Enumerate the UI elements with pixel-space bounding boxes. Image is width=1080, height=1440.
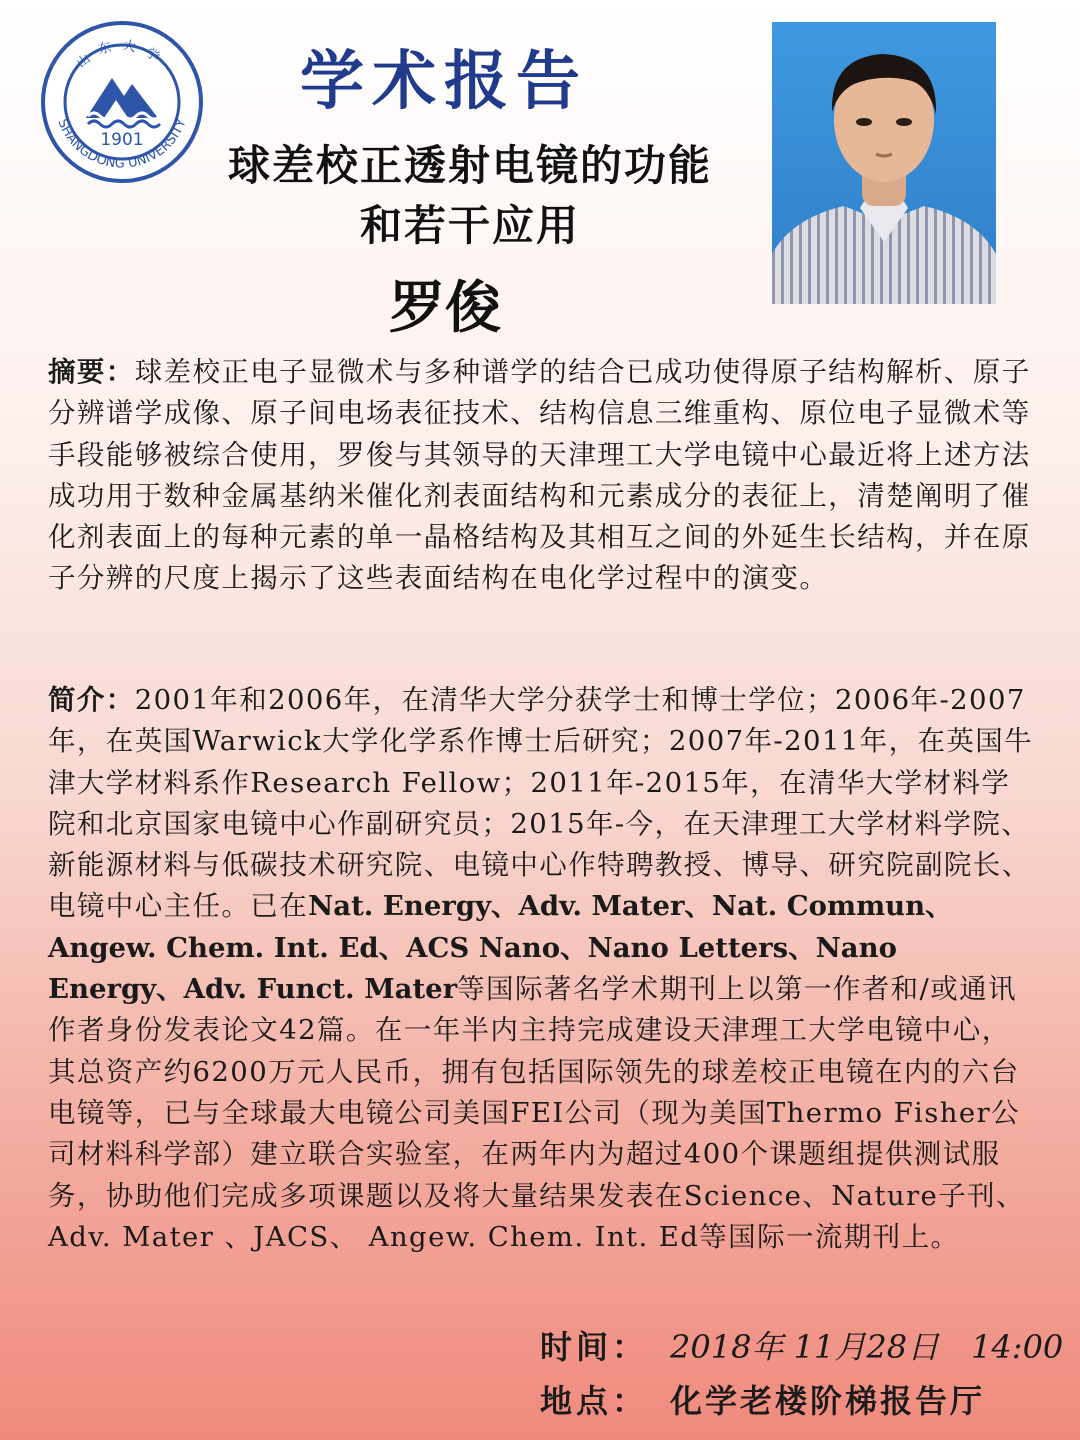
talk-title-line-1: 球差校正透射电镜的功能 bbox=[227, 141, 712, 190]
abstract-section bbox=[48, 352, 1038, 600]
bio-text-part2: 等国际著名学术期刊上以第一作者和/或通讯作者身份发表论文42篇。在一年半内主持完成建设天津理工大学电镜中心，其总资产约6200万元人民币，拥有包括国际领先的球差校正电镜在内的六台电镜等，已与全球最大电镜公司美国FEI公司（现为美国Thermo Fisher公司材料科学部）建立联合实验室，在两年内为超过400个课题组提供测试服务，协助他们完成多项课题以及将大量结果发表在Science、Nature子刊、 Adv. Mater 、JACS、 Angew. Chem. Int. Ed等国际一流期刊上。 bbox=[48, 973, 1025, 1253]
bio-section bbox=[48, 680, 1038, 1258]
logo-year: 1901 bbox=[100, 130, 144, 150]
bio-label: 简介： bbox=[48, 684, 135, 716]
bio-text-part1: 2001年和2006年，在清华大学分获学士和博士学位；2006年-2007年，在英国Warwick大学化学系作博士后研究；2007年-2011年，在英国牛津大学材料系作Research Fellow；2011年-2015年，在清华大学材料学院和北京国家电镜中心作副研究员；2015年-今，在天津理工大学材料学院、新能源材料与低碳技术研究院、电镜中心作特聘教授、博导、研究院副院长、电镜中心主任。已在 bbox=[48, 684, 1034, 923]
place-value: 化学老楼阶梯报告厅 bbox=[670, 1382, 986, 1420]
event-place bbox=[540, 1376, 1060, 1422]
talk-title bbox=[170, 136, 770, 256]
speaker-photo bbox=[772, 22, 996, 304]
talk-title-line-2: 和若干应用 bbox=[359, 201, 580, 250]
abstract-text: 球差校正电子显微术与多种谱学的结合已成功使得原子结构解析、原子分辨谱学成像、原子间电场表征技术、结构信息三维重构、原位电子显微术等手段能够被综合使用，罗俊与其领导的天津理工大学电镜中心最近将上述方法成功用于数种金属基纳米催化剂表面结构和元素成分的表征上，清楚阐明了催化剂表面上的每种元素的单一晶格结构及其相互之间的外延生长结构，并在原子分辨的尺度上揭示了这些表面结构在电化学过程中的演变。 bbox=[48, 356, 1031, 595]
abstract-label: 摘要： bbox=[48, 356, 135, 388]
event-time bbox=[540, 1322, 1064, 1368]
time-value: 2018年 11月28日 14:00 bbox=[670, 1328, 1064, 1366]
bio-journals: Nat. Energy、Adv. Mater、Nat. Commun、Angew. Chem. Int. Ed、ACS Nano、Nano Letters、Nano Energy、Adv. Funct. Mater bbox=[48, 890, 953, 1006]
logo-university-name: SHANGDONG UNIVERSITY bbox=[54, 117, 190, 172]
page-title: 学术报告 bbox=[300, 45, 588, 119]
logo-arc-text: 山东大学 bbox=[74, 38, 170, 72]
place-label: 地点： bbox=[540, 1382, 649, 1420]
time-label: 时间： bbox=[540, 1328, 649, 1366]
speaker-name: 罗俊 bbox=[389, 275, 501, 341]
